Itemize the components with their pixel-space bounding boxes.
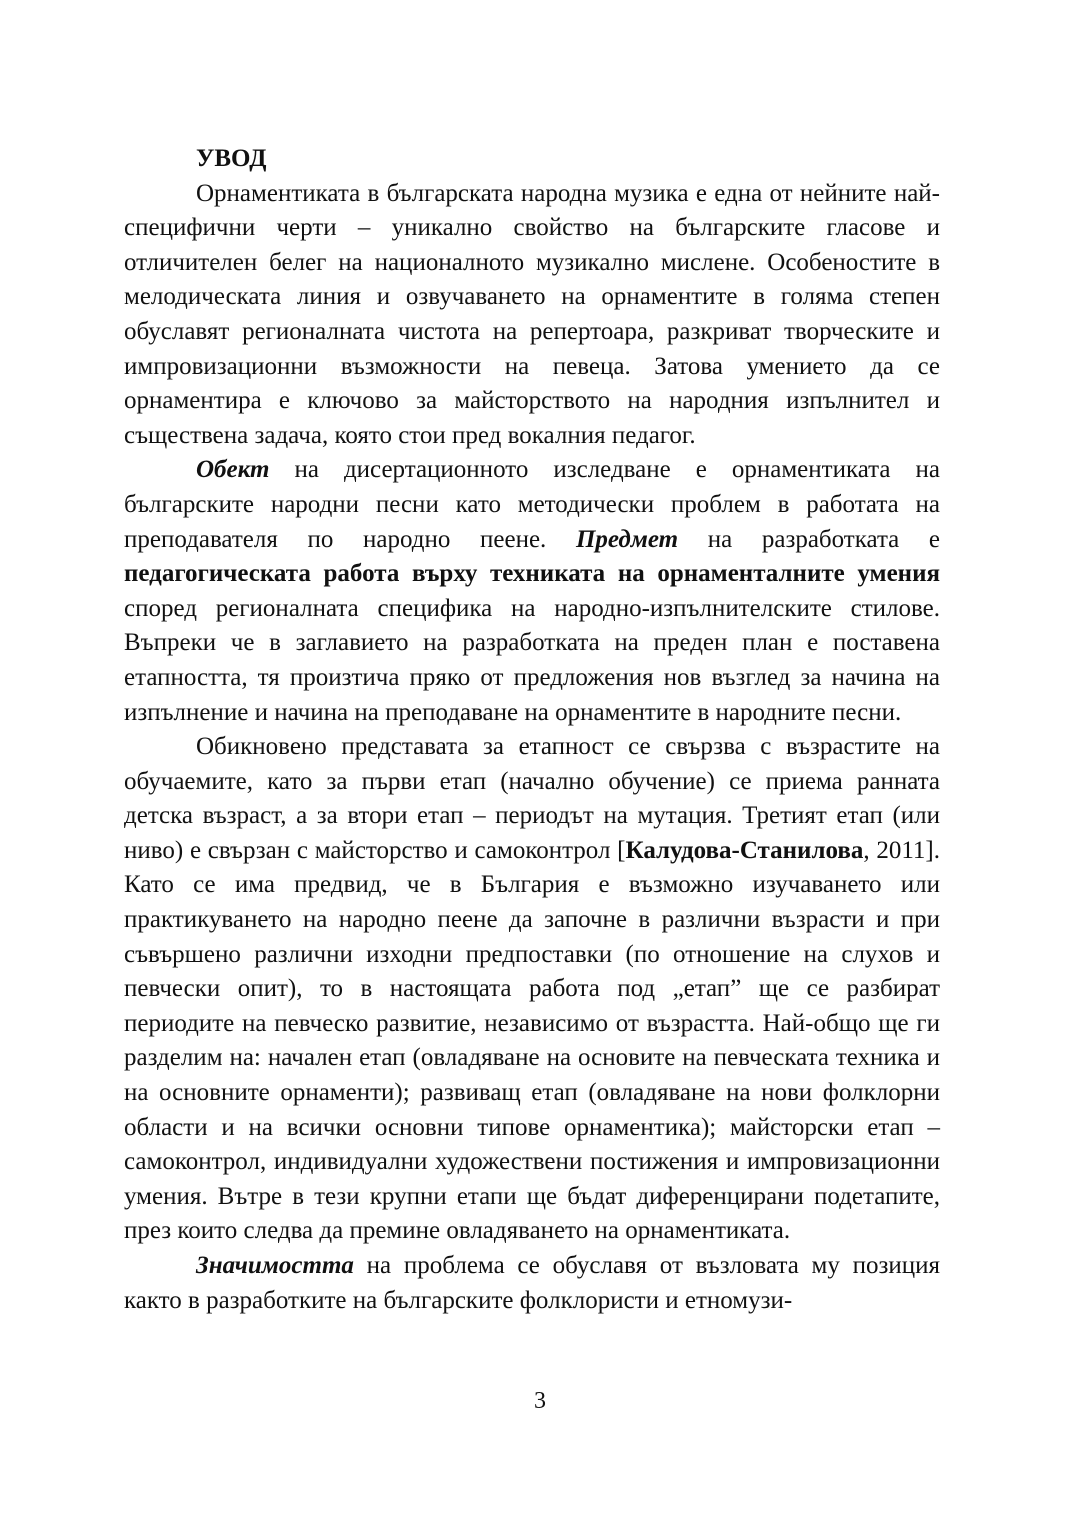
paragraph-intro <box>124 177 940 454</box>
paragraph-stages-text-2: , 2011]. Като се има предвид, че в България е възможно изучаването или практикуването на народно пеене да започне в различни възрасти и при съвършено различни изходни предпоставки (по отношение на слухов и певчески опит), то в настоящата работа под „етап” ще се разбират периодите на певческо развитие, независимо от възрастта. Най-общо ще ги разделим на: начален етап (овладяване на основите на певческата техника и на основните орнаменти); развиващ етап (овладяване на нови фолклорни области и на всички основни типове орнаментика); майсторски етап – самоконтрол, индивидуални художествени постижения и импровизационни умения. Вътре в тези крупни етапи ще бъдат диференцирани подетапите, през които следва да премине овладяването на орнаментиката. <box>124 836 940 1245</box>
term-object: Обект <box>196 456 270 484</box>
paragraph-object <box>124 453 940 730</box>
paragraph-stages <box>124 730 940 1249</box>
paragraph-object-text-1: на дисертационното изследване е орнаментиката на българските народни песни като методически проблем в работата на преподавателя по народно пеене. <box>124 456 940 553</box>
citation-author: Калудова-Станилова <box>625 836 864 864</box>
paragraph-significance <box>124 1249 940 1318</box>
body-text <box>124 142 940 1318</box>
term-subject: Предмет <box>575 525 679 553</box>
paragraph-object-text-3: според регионалната специфика на народно-изпълнителските стилове. Въпреки че в заглавието на разработката на преден план е поставена етапността, тя произтича пряко от предложения нов възглед за начина на изпълнение и начина на преподаване на орнаментите в народните песни. <box>124 594 940 726</box>
subject-emphasis: педагогическата работа върху техниката на орнаменталните умения <box>124 560 940 588</box>
paragraph-stages-text-1: Обикновено представата за етапност се свързва с възрастите на обучаемите, като за първи етап (начално обучение) се приема ранната детска възраст, а за втори етап – периодът на мутация. Третият етап (или ниво) е свързан с майсторство и самоконтрол [ <box>124 733 940 864</box>
term-significance: Значимостта <box>196 1252 354 1279</box>
paragraph-intro-text: Орнаментиката в българската народна музика е една от нейните най-специфични черти – уникално свойство на българските гласове и отличителен белег на националното музикално мислене. Особеностите в мелодическата линия и озвучаването на орнаментите в голяма степен обуславят регионалната чистота на репертоара, разкриват творческите и импровизационни възможности на певеца. Затова умението да се орнаментира е ключово за майсторството на народния изпълнител и съществена задача, която стои пред вокалния педагог. <box>124 179 940 449</box>
paragraph-object-text-2: на разработката е <box>678 525 941 553</box>
section-heading: УВОД <box>196 145 267 172</box>
paragraph-significance-text: на проблема се обуславя от възловата му позиция както в разработките на българските фолклористи и етномузи- <box>124 1252 940 1314</box>
page-number: 3 <box>534 1388 546 1414</box>
